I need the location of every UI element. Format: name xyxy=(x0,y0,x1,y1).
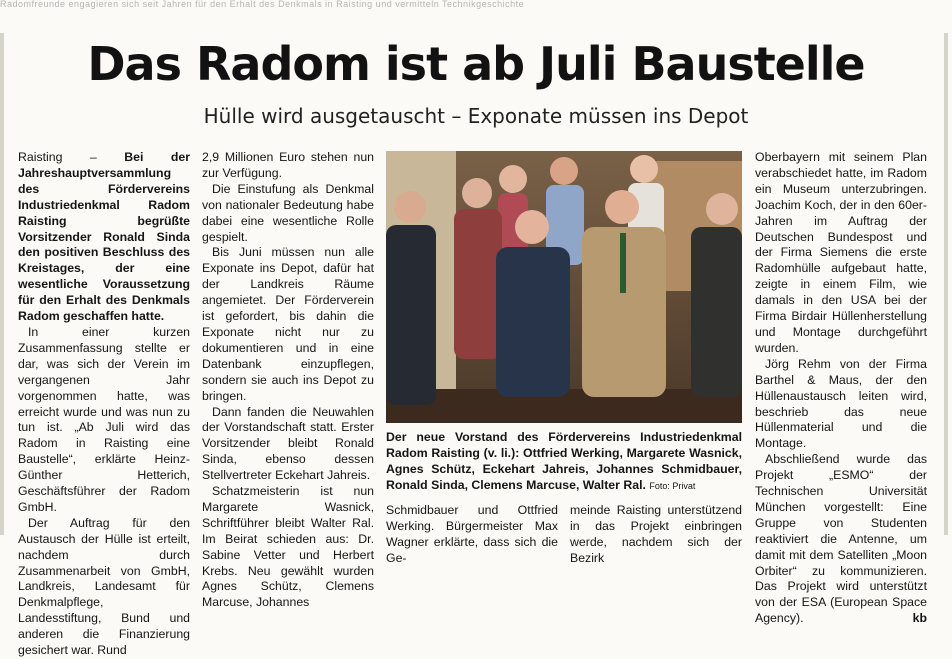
photo-credit: Foto: Privat xyxy=(649,480,696,491)
column-4 xyxy=(755,150,927,627)
paragraph: meinde Raisting unterstützend in das Projekt einbringen werde, nachdem sich der Bezirk xyxy=(570,503,742,565)
column-1 xyxy=(18,150,190,659)
paragraph: Schmidbauer und Ottfried Werking. Bürgermeister Max Wagner erklärte, dass sich die Ge- xyxy=(386,503,558,565)
paragraph: Oberbayern mit seinem Plan verabschiedet hatte, im Radom ein Museum unterzubringen. Joachim Koch, der in den 60er-Jahren im Auftrag der Deutschen Bundespost und der Firma Siemens die erste Radomhülle aufgebaut hatte, zeigte in einem Film, wie damals in den USA bei der Firma Birdair Hüllenherstellung und Montage durchgeführt wurden. xyxy=(755,150,927,355)
column-3-left xyxy=(386,503,558,567)
photo-caption xyxy=(386,430,742,495)
dateline: Raisting – xyxy=(18,150,125,164)
paragraph: Die Einstufung als Denkmal von nationaler Bedeutung habe dabei eine wesentliche Rolle gespielt. xyxy=(202,181,374,244)
headline: Das Radom ist ab Juli Baustelle xyxy=(87,37,865,91)
paragraph: Der Auftrag für den Austausch der Hülle ist erteilt, nachdem durch Zusammenarbeit von GmbH, Landkreis, Landesamt für Denkmalpflege, Landesstiftung, Bund und anderen die Finanzierung gesichert war. Rund xyxy=(18,515,190,658)
paragraph: 2,9 Millionen Euro stehen nun zur Verfügung. xyxy=(202,150,374,180)
paragraph-text: Abschließend wurde das Projekt „ESMO“ der Technischen Universität München vorgestellt: Eine Gruppe von Studenten reaktiviert die Antenne, um damit mit dem Satelliten „Moon Orbiter“ zu kommunizieren. Das Projekt wird unterstützt von der ESA (European Space Agency). xyxy=(755,452,927,626)
paragraph: Jörg Rehm von der Firma Barthel & Maus, der den Hüllenaustausch leiten wird, beschrieb das neue Hüllenmaterial und die Montage. xyxy=(755,356,927,451)
lead-paragraph xyxy=(18,150,190,325)
paragraph: Schatzmeisterin ist nun Margarete Wasnick, Schriftführer bleibt Walter Ral. Im Beirat schieden aus: Dr. Sabine Vetter und Herbert Krebs. Neu gewählt wurden Agnes Schütz, Clemens Marcuse, Johannes xyxy=(202,484,374,610)
subheadline: Hülle wird ausgetauscht – Exponate müssen ins Depot xyxy=(203,104,749,128)
group-photo xyxy=(386,151,742,423)
column-3-right xyxy=(570,503,742,567)
paragraph: In einer kurzen Zusammenfassung stellte er dar, was sich der Verein im vergangenen Jahr vorgenommen hatte, was erreicht wurde und was nun zu tun ist. „Ab Juli wird das Radom in Raisting eine Baustelle“, erklärte Heinz-Günther Hetterich, Geschäftsführer der Radom GmbH. xyxy=(18,324,190,514)
column-2 xyxy=(202,150,374,611)
paragraph: Bis Juni müssen nun alle Exponate ins Depot, dafür hat der Landkreis Räume angemietet. Der Förderverein ist gefordert, bis dahin die Exponate nicht nur zu dokumentieren und in eine Datenbank einzupflegen, sondern sie auch ins Depot zu bringen. xyxy=(202,245,374,403)
previous-article-strip: Radomfreunde engagieren sich seit Jahren für den Erhalt des Denkmals in Raisting und vermitteln Technikgeschichte xyxy=(0,0,525,9)
caption-text: Der neue Vorstand des Fördervereins Industriedenkmal Radom Raisting (v. li.): Ottfried Werking, Margarete Wasnick, Agnes Schütz, Eckehart Jahreis, Johannes Schmidbauer, Ronald Sinda, Clemens Marcuse, Walter Ral. xyxy=(386,430,742,492)
lead-text: Bei der Jahreshauptversammlung des Fördervereins Industriedenkmal Radom Raisting begrüßte Vorsitzender Ronald Sinda den positiven Beschluss des Kreistages, der eine wesentliche Voraussetzung für den Erhalt des Denkmals Radom geschaffen hatte. xyxy=(18,150,190,324)
paragraph: Dann fanden die Neuwahlen der Vorstandschaft statt. Erster Vorsitzender bleibt Ronald Sinda, ebenso dessen Stellvertreter Eckehart Jahreis. xyxy=(202,404,374,483)
paragraph xyxy=(755,452,927,627)
author-signature: kb xyxy=(912,611,927,626)
